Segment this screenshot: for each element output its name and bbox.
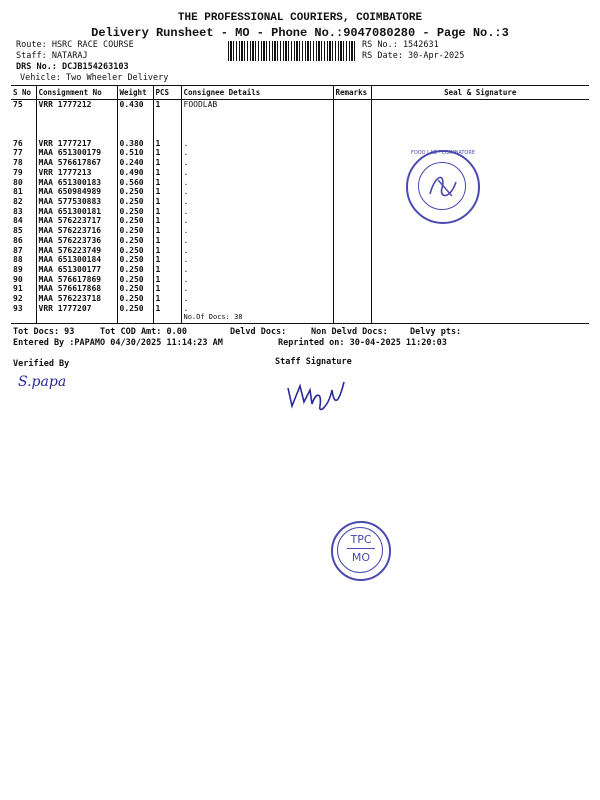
row-consignee-details: . — [181, 139, 333, 149]
row-weight: 0.490 — [117, 168, 153, 178]
table-row — [11, 100, 589, 110]
table-row — [11, 216, 589, 226]
row-remarks — [333, 178, 371, 188]
row-seal — [371, 255, 589, 265]
col-header-consignee: Consignee Details — [181, 86, 333, 100]
runsheet-table — [11, 85, 589, 324]
rs-date: RS Date: 30-Apr-2025 — [362, 51, 465, 61]
row-weight: 0.250 — [117, 275, 153, 285]
row-consignment-no: MAA 651300179 — [36, 148, 117, 158]
row-pcs — [153, 119, 181, 129]
row-remarks — [333, 110, 371, 120]
row-seal — [371, 236, 589, 246]
table-row — [11, 207, 589, 217]
col-header-consignment: Consignment No — [36, 86, 117, 100]
row-consignment-no — [36, 129, 117, 139]
table-row — [11, 294, 589, 304]
row-weight: 0.250 — [117, 216, 153, 226]
table-row — [11, 158, 589, 168]
col-header-remarks: Remarks — [333, 86, 371, 100]
row-consignment-no — [36, 313, 117, 323]
table-row — [11, 284, 589, 294]
row-sno: 81 — [13, 187, 23, 197]
row-sno: 84 — [13, 216, 23, 226]
row-sno: 87 — [13, 245, 23, 255]
row-pcs: 1 — [153, 139, 181, 149]
row-weight: 0.510 — [117, 148, 153, 158]
row-pcs: 1 — [153, 304, 181, 314]
table-row — [11, 148, 589, 158]
row-pcs: 1 — [153, 207, 181, 217]
row-remarks — [333, 187, 371, 197]
row-pcs: 1 — [153, 100, 181, 110]
entered-by: Entered By :PAPAMO 04/30/2025 11:14:23 AM — [13, 338, 223, 348]
tpc-mo-stamp — [331, 521, 391, 581]
row-consignee-details: . — [181, 168, 333, 178]
row-pcs — [153, 313, 181, 323]
row-consignment-no — [36, 119, 117, 129]
row-consignee-details: . — [181, 148, 333, 158]
row-remarks — [333, 168, 371, 178]
row-sno: 82 — [13, 196, 23, 206]
row-seal — [371, 168, 589, 178]
row-seal — [371, 216, 589, 226]
row-seal — [371, 304, 589, 314]
row-remarks — [333, 255, 371, 265]
row-consignment-no: VRR 1777212 — [36, 100, 117, 110]
tpc-stamp-line2: MO — [351, 551, 371, 564]
table-header-row — [11, 86, 589, 100]
row-pcs: 1 — [153, 178, 181, 188]
row-weight: 0.250 — [117, 284, 153, 294]
staff-signature-label: Staff Signature — [275, 357, 352, 367]
row-pcs — [153, 129, 181, 139]
row-remarks — [333, 275, 371, 285]
tpc-stamp-line1: TPC — [350, 533, 372, 546]
row-remarks — [333, 226, 371, 236]
row-pcs: 1 — [153, 216, 181, 226]
row-remarks — [333, 284, 371, 294]
row-pcs: 1 — [153, 236, 181, 246]
row-consignee-details: No.Of Docs: 38 — [181, 313, 333, 323]
row-consignee-details: . — [181, 158, 333, 168]
total-cod: Tot COD Amt: 0.00 — [100, 327, 187, 337]
row-consignment-no: MAA 576223716 — [36, 226, 117, 236]
row-consignment-no: MAA 650984989 — [36, 187, 117, 197]
row-seal — [371, 178, 589, 188]
seal-signature-icon — [408, 152, 478, 222]
row-remarks — [333, 139, 371, 149]
row-remarks — [333, 304, 371, 314]
row-sno: 92 — [13, 294, 23, 304]
row-remarks — [333, 148, 371, 158]
row-sno: 75 — [13, 100, 23, 109]
row-seal — [371, 187, 589, 197]
row-remarks — [333, 197, 371, 207]
row-sno: 83 — [13, 206, 23, 216]
table-row — [11, 304, 589, 314]
table-row — [11, 226, 589, 236]
row-pcs — [153, 110, 181, 120]
row-weight: 0.250 — [117, 246, 153, 256]
row-consignment-no: VRR 1777207 — [36, 304, 117, 314]
row-seal — [371, 265, 589, 275]
row-seal — [371, 139, 589, 149]
table-row — [11, 178, 589, 188]
row-remarks — [333, 207, 371, 217]
table-row — [11, 236, 589, 246]
staff-label: Staff: NATARAJ — [16, 51, 88, 61]
row-weight: 0.560 — [117, 178, 153, 188]
row-consignee-details: . — [181, 275, 333, 285]
table-row — [11, 119, 589, 129]
row-pcs: 1 — [153, 168, 181, 178]
row-consignment-no: MAA 576223736 — [36, 236, 117, 246]
row-consignee-details: . — [181, 294, 333, 304]
row-sno: 80 — [13, 177, 23, 187]
row-consignment-no: MAA 576617867 — [36, 158, 117, 168]
table-row — [11, 110, 589, 120]
table-row — [11, 187, 589, 197]
row-sno: 89 — [13, 264, 23, 274]
row-consignment-no: MAA 576223749 — [36, 246, 117, 256]
row-remarks — [333, 236, 371, 246]
row-sno: 78 — [13, 158, 23, 168]
row-seal — [371, 294, 589, 304]
row-sno: 79 — [13, 167, 23, 177]
row-consignee-details: . — [181, 265, 333, 275]
row-weight — [117, 313, 153, 323]
row-sno — [11, 129, 36, 139]
row-sno: 91 — [13, 284, 23, 294]
row-weight: 0.250 — [117, 187, 153, 197]
row-consignment-no: VRR 1777217 — [36, 139, 117, 149]
row-pcs: 1 — [153, 187, 181, 197]
row-consignment-no: MAA 651300184 — [36, 255, 117, 265]
table-row — [11, 129, 589, 139]
col-header-pcs: PCS — [153, 86, 181, 100]
row-remarks — [333, 129, 371, 139]
row-sno — [11, 119, 36, 129]
non-delivered-docs: Non Delvd Docs: — [311, 327, 388, 337]
row-seal — [371, 275, 589, 285]
route-label: Route: HSRC RACE COURSE — [16, 40, 134, 50]
row-sno: 77 — [13, 148, 23, 158]
row-weight: 0.250 — [117, 236, 153, 246]
table-row — [11, 255, 589, 265]
row-weight: 0.430 — [117, 100, 153, 110]
row-consignee-details: . — [181, 207, 333, 217]
row-consignment-no: MAA 576617869 — [36, 275, 117, 285]
row-consignment-no: MAA 576617868 — [36, 284, 117, 294]
vehicle-label: Vehicle: Two Wheeler Delivery — [20, 73, 169, 83]
row-consignee-details: . — [181, 216, 333, 226]
col-header-seal: Seal & Signature — [371, 86, 589, 100]
row-seal — [371, 313, 589, 323]
row-consignment-no: MAA 651300181 — [36, 207, 117, 217]
runsheet-title: Delivery Runsheet - MO - Phone No.:9047080280 - Page No.:3 — [91, 26, 509, 40]
drs-number: DRS No.: DCJB154263103 — [16, 62, 129, 72]
seal-text: FOOD LAB · COIMBATORE — [410, 150, 475, 156]
row-consignment-no: MAA 576223718 — [36, 294, 117, 304]
total-docs: Tot Docs: 93 — [13, 327, 75, 337]
delivery-points: Delvy pts: — [410, 327, 462, 337]
row-consignee-details — [181, 129, 333, 139]
row-consignment-no: MAA 651300177 — [36, 265, 117, 275]
row-seal — [371, 129, 589, 139]
row-consignee-details: . — [181, 246, 333, 256]
row-remarks — [333, 216, 371, 226]
row-weight: 0.250 — [117, 265, 153, 275]
row-consignment-no — [36, 110, 117, 120]
row-consignee-details: . — [181, 304, 333, 314]
row-pcs: 1 — [153, 284, 181, 294]
row-weight: 0.250 — [117, 304, 153, 314]
row-remarks — [333, 246, 371, 256]
row-consignee-details — [181, 119, 333, 129]
row-seal — [371, 284, 589, 294]
row-seal — [371, 100, 589, 110]
row-remarks — [333, 100, 371, 110]
table-row — [11, 265, 589, 275]
row-sno: 90 — [13, 274, 23, 284]
verifier-signature: S.papa — [18, 374, 67, 390]
row-seal — [371, 119, 589, 129]
row-seal — [371, 197, 589, 207]
table-row — [11, 313, 589, 323]
row-seal — [371, 246, 589, 256]
row-weight: 0.250 — [117, 207, 153, 217]
row-pcs: 1 — [153, 255, 181, 265]
row-weight: 0.250 — [117, 294, 153, 304]
row-sno: 85 — [13, 226, 23, 236]
row-consignee-details — [181, 110, 333, 120]
barcode — [228, 41, 356, 61]
row-weight: 0.240 — [117, 158, 153, 168]
row-pcs: 1 — [153, 158, 181, 168]
row-remarks — [333, 313, 371, 323]
row-weight: 0.380 — [117, 139, 153, 149]
row-pcs: 1 — [153, 265, 181, 275]
delivered-docs: Delvd Docs: — [230, 327, 287, 337]
col-header-weight: Weight — [117, 86, 153, 100]
row-consignee-details: . — [181, 255, 333, 265]
company-seal-stamp — [406, 150, 480, 224]
row-remarks — [333, 158, 371, 168]
row-consignee-details: . — [181, 178, 333, 188]
reprinted-on: Reprinted on: 30-04-2025 11:20:03 — [278, 338, 447, 348]
row-weight: 0.250 — [117, 197, 153, 207]
table-row — [11, 275, 589, 285]
row-sno — [11, 313, 36, 323]
row-sno — [11, 110, 36, 120]
row-sno: 76 — [13, 138, 23, 148]
row-pcs: 1 — [153, 246, 181, 256]
row-consignee-details: . — [181, 187, 333, 197]
row-pcs: 1 — [153, 197, 181, 207]
row-sno: 93 — [13, 303, 23, 313]
row-weight: 0.250 — [117, 226, 153, 236]
row-pcs: 1 — [153, 275, 181, 285]
row-pcs: 1 — [153, 148, 181, 158]
row-consignee-details: FOODLAB — [181, 100, 333, 110]
row-consignee-details: . — [181, 236, 333, 246]
row-remarks — [333, 265, 371, 275]
staff-signature-icon — [284, 378, 356, 418]
row-seal — [371, 207, 589, 217]
row-seal — [371, 110, 589, 120]
verified-by-label: Verified By — [13, 359, 70, 369]
row-remarks — [333, 119, 371, 129]
row-consignment-no: MAA 651300183 — [36, 178, 117, 188]
row-seal — [371, 148, 589, 158]
row-sno: 88 — [13, 255, 23, 265]
row-pcs: 1 — [153, 294, 181, 304]
row-consignment-no: MAA 577530883 — [36, 197, 117, 207]
row-consignee-details: . — [181, 197, 333, 207]
row-weight — [117, 110, 153, 120]
row-weight — [117, 129, 153, 139]
row-consignment-no: VRR 1777213 — [36, 168, 117, 178]
table-row — [11, 246, 589, 256]
col-header-sno: S No — [11, 86, 36, 100]
row-remarks — [333, 294, 371, 304]
row-consignee-details: . — [181, 284, 333, 294]
company-name: THE PROFESSIONAL COURIERS, COIMBATORE — [177, 12, 423, 24]
row-seal — [371, 158, 589, 168]
table-row — [11, 197, 589, 207]
table-row — [11, 168, 589, 178]
row-weight: 0.250 — [117, 255, 153, 265]
rs-number: RS No.: 1542631 — [362, 40, 439, 50]
row-seal — [371, 226, 589, 236]
row-consignee-details: . — [181, 226, 333, 236]
table-row — [11, 139, 589, 149]
row-pcs: 1 — [153, 226, 181, 236]
row-weight — [117, 119, 153, 129]
row-consignment-no: MAA 576223717 — [36, 216, 117, 226]
row-sno: 86 — [13, 235, 23, 245]
